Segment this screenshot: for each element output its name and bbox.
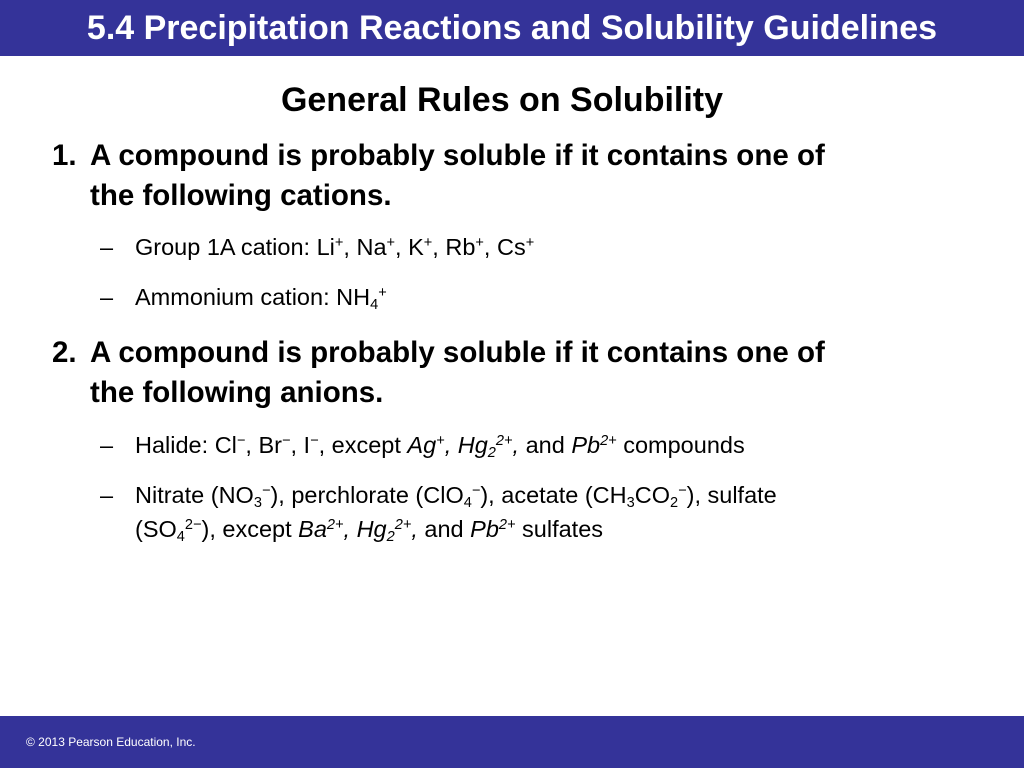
separator: ,	[395, 234, 409, 260]
slide-subtitle: General Rules on Solubility	[280, 81, 724, 119]
charge: +	[378, 285, 387, 301]
ion-pb	[571, 432, 616, 458]
sulfates-text: sulfates	[515, 516, 604, 542]
subscript: 2	[386, 529, 395, 546]
halide-text	[135, 428, 980, 462]
ion-na: Na	[356, 234, 387, 260]
ion-k: K	[408, 234, 424, 260]
perchlorate-label: ), perchlorate (ClO	[270, 482, 464, 508]
pb-symbol: Pb	[470, 516, 499, 542]
charge: 2+	[495, 433, 513, 449]
bullet-dash: –	[100, 284, 114, 310]
rule-1-number: 1.	[52, 139, 77, 172]
nitrate-item	[100, 478, 980, 546]
slide-title: 5.4 Precipitation Reactions and Solubility Guidelines	[86, 9, 938, 47]
except-text: , except	[318, 432, 408, 458]
ammonium-label: Ammonium cation:	[135, 284, 337, 310]
subscript: 4	[176, 529, 185, 546]
nitrate-text	[135, 478, 980, 546]
charge: 2+	[326, 517, 344, 533]
compounds-text: compounds	[616, 432, 745, 458]
separator: ,	[290, 432, 304, 458]
charge: −	[678, 483, 687, 499]
rule-1	[52, 136, 982, 216]
separator: ,	[343, 516, 357, 542]
rule-2-number: 2.	[52, 336, 77, 369]
charge: 2+	[394, 517, 412, 533]
rule-1-line-2: the following cations.	[90, 179, 392, 212]
charge: +	[436, 433, 445, 449]
separator: ,	[411, 516, 418, 542]
bullet-dash: –	[100, 482, 114, 508]
charge: +	[386, 235, 396, 251]
group-1a-label: Group 1A cation:	[135, 234, 317, 260]
ion-ag	[407, 432, 520, 462]
charge: −	[261, 483, 271, 499]
separator: ,	[483, 234, 497, 260]
ba-symbol: Ba	[298, 516, 327, 542]
ion-cl: Cl	[214, 432, 237, 458]
bullet-dash: –	[100, 432, 114, 458]
charge: +	[475, 235, 484, 251]
subscript: 2	[487, 445, 496, 462]
and-text: and	[519, 432, 572, 458]
charge: −	[471, 483, 481, 499]
halide-item	[100, 428, 980, 462]
separator: ,	[432, 234, 446, 260]
charge: −	[310, 433, 319, 449]
rule-2-line-2: the following anions.	[90, 376, 384, 409]
hg-symbol: Hg	[457, 432, 488, 458]
sulfate-open: (SO	[135, 516, 177, 542]
ammonium-formula: NH	[336, 284, 371, 310]
charge: +	[423, 235, 433, 251]
ion-ba	[298, 516, 418, 546]
separator: ,	[245, 432, 259, 458]
ion-li: Li	[316, 234, 335, 260]
charge: 2−	[184, 517, 202, 533]
rule-2	[52, 333, 982, 413]
and-text: and	[417, 516, 471, 542]
ion-rb: Rb	[445, 234, 476, 260]
charge: −	[236, 433, 246, 449]
bullet-dash: –	[100, 234, 114, 260]
ion-pb	[470, 516, 515, 542]
sulfate-label: ), sulfate	[686, 482, 777, 508]
group-1a-item	[100, 230, 980, 264]
charge: −	[281, 433, 291, 449]
ion-br: Br	[258, 432, 282, 458]
ion-cs: Cs	[496, 234, 526, 260]
subscript: 2	[670, 495, 679, 512]
pb-symbol: Pb	[571, 432, 601, 458]
ag-symbol: Ag	[407, 432, 437, 458]
ammonium-text	[135, 280, 980, 314]
subscript: 3	[626, 495, 635, 512]
ammonium-item	[100, 280, 980, 314]
rule-2-line-1: A compound is probably soluble if it contains one of	[90, 336, 825, 369]
acetate-mid: CO	[634, 482, 670, 508]
group-1a-text	[135, 230, 980, 264]
separator: ,	[343, 234, 357, 260]
rule-1-line-1: A compound is probably soluble if it contains one of	[90, 139, 825, 172]
hg-symbol: Hg	[356, 516, 387, 542]
subscript: 3	[253, 495, 262, 512]
separator: ,	[444, 432, 458, 458]
acetate-label: ), acetate (CH	[480, 482, 627, 508]
halide-label: Halide:	[135, 432, 215, 458]
charge: +	[525, 235, 535, 251]
nitrate-label: Nitrate (NO	[135, 482, 254, 508]
subscript: 4	[370, 297, 379, 314]
separator: ,	[512, 432, 520, 458]
except-text: ), except	[201, 516, 299, 542]
charge: 2+	[600, 433, 617, 449]
ion-i: I	[303, 432, 311, 458]
charge: 2+	[498, 517, 516, 533]
subscript: 4	[463, 495, 472, 512]
charge: +	[334, 235, 344, 251]
copyright-text: © 2013 Pearson Education, Inc.	[26, 735, 196, 749]
